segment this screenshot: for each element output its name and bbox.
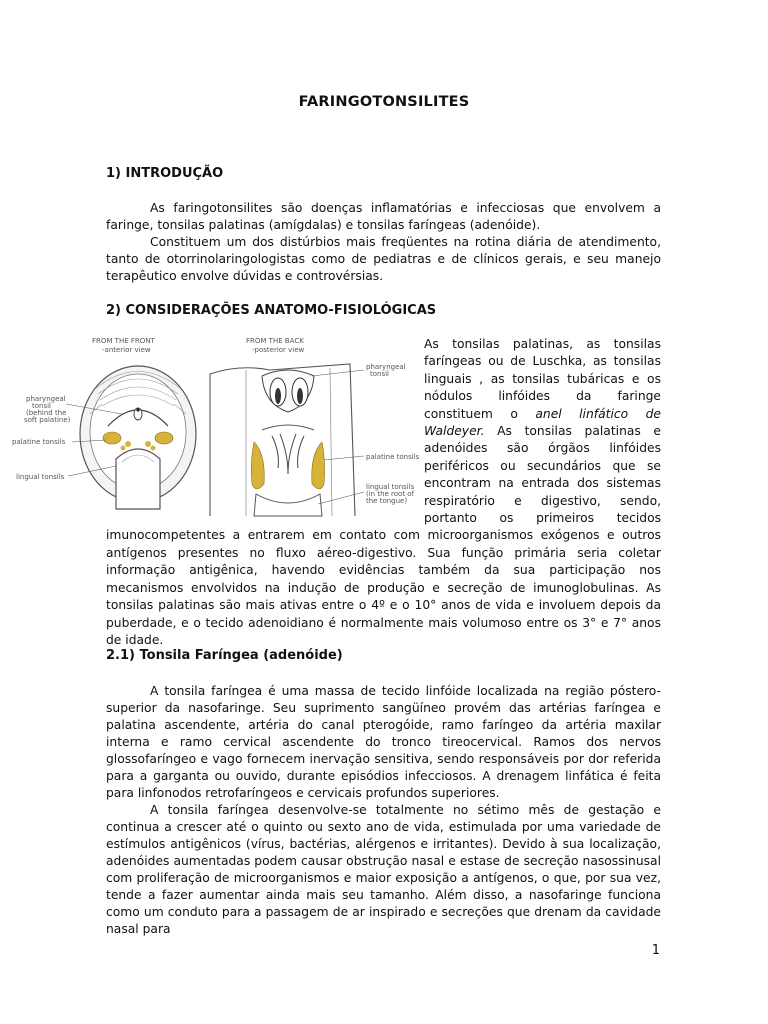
front-view-drawing bbox=[66, 366, 196, 509]
back-view-title: FROM THE BACK bbox=[246, 337, 304, 345]
section-heading-intro: 1) INTRODUÇÃO bbox=[106, 166, 224, 181]
label-pharyngeal-front-1: pharyngeal bbox=[26, 395, 66, 403]
adenoid-paragraph-2: A tonsila faríngea desenvolve-se totalmente no sétimo mês de gestação e continua a crescer até o quinto ou sexto ano de vida, estimulada por uma variedade de estímulos antigênicos (vírus, bactérias, alérgenos e irritantes). Devido à sua localização, adenóides aumentadas podem causar obstrução nasal e estase de secreção nasossinusal com proliferação de microorganismos e maior exposição a antígenos, o que, por sua vez, tende a fazer aumentar ainda mais seu tamanho. Além disso, a nasofaringe funciona como um conduto para a passagem de ar inspirado e secreções que drenam da cavidade nasal para bbox=[106, 803, 661, 936]
intro-paragraph-2: Constituem um dos distúrbios mais freqüentes na rotina diária de atendimento, tanto de otorrinolaringologistas como de pediatras e de clínicos gerais, e seu manejo terapêutico envolve dúvidas e controvérsias. bbox=[106, 235, 661, 283]
back-view-drawing bbox=[210, 364, 364, 516]
front-palatine-tonsil-left bbox=[103, 432, 121, 444]
tonsil-anatomy-figure bbox=[10, 334, 420, 524]
label-lingual-back-1: lingual tonsils bbox=[366, 483, 415, 491]
front-palatine-tonsil-right bbox=[155, 432, 173, 444]
label-pharyngeal-front-2: tonsil bbox=[32, 402, 52, 410]
label-pharyngeal-back-2: tonsil bbox=[370, 370, 390, 378]
page-number: 1 bbox=[651, 943, 660, 958]
back-palatine-tonsil-right bbox=[312, 442, 325, 489]
intro-paragraph-1: As faringotonsilites são doenças inflamatórias e infecciosas que envolvem a faringe, tonsilas palatinas (amígdalas) e tonsilas faríngeas (adenóide). bbox=[106, 201, 661, 232]
front-view-title: FROM THE FRONT bbox=[92, 337, 155, 345]
adenoid-paragraph-1: A tonsila faríngea é uma massa de tecido linfóide localizada na região póstero-superior da nasofaringe. Seu suprimento sangüíneo provém das artérias faríngea e palatina ascendente, artéria do canal pterogóide, ramo faríngeo da artéria maxilar interna e ramo cervical ascendente do tronco tireocervical. Ramos dos nervos glossofaríngeo e vago fornecem inervação sensitiva, sendo responsáveis por dor referida para a garganta ou ouvido, durante episódios infecciosos. A drenagem linfática é feita para linfonodos retrofaríngeos e cervicais profundos superiores. bbox=[106, 684, 661, 800]
label-pharyngeal-back-1: pharyngeal bbox=[366, 363, 406, 371]
label-pharyngeal-front-4: soft palatine) bbox=[24, 416, 71, 424]
label-pharyngeal-front-3: (behind the bbox=[26, 409, 67, 417]
intro-text bbox=[106, 200, 661, 285]
front-view-subtitle: -anterior view bbox=[102, 346, 151, 354]
anatomy-text-a: As tonsilas palatinas, as tonsilas faríngeas ou de Luschka, as tonsilas linguais , as tonsilas tubáricas e os nódulos linfóides da faringe constituem o bbox=[424, 337, 661, 421]
label-lingual-back-3: the tongue) bbox=[366, 497, 408, 505]
tonsil-illustration bbox=[10, 334, 420, 524]
anatomy-text-b: As tonsilas palatinas e adenóides são órgãos linfóides periféricos ou secundários que se encontram na entrada dos sistemas respiratório e digestivo, sendo, portanto os primeiros tecidos imunocompetentes a entrarem em contato com microorganismos exógenos e outros antígenos presentes no fluxo aéreo-digestivo. Sua função primária seria coletar informação antigênica, havendo evidências também da sua participação nos mecanismos envolvidos na indução de produção e secreção de imunoglobulinas. As tonsilas palatinas são mais ativas entre o 4º e o 10° anos de vida e involuem depois da puberdade, e o tecido adenoidiano é normalmente mais volumoso entre os 3° e 7° anos de idade. bbox=[106, 424, 661, 647]
label-palatine-back: palatine tonsils bbox=[366, 453, 420, 461]
anatomy-text-emphasis: anel linfático de Waldeyer. bbox=[424, 406, 661, 439]
label-lingual-back-2: (in the root of bbox=[366, 490, 415, 498]
page-title: FARINGOTONSILITES bbox=[298, 94, 470, 110]
back-view-subtitle: -posterior view bbox=[252, 346, 305, 354]
adenoid-text bbox=[106, 683, 661, 938]
subsection-heading-adenoid: 2.1) Tonsila Faríngea (adenóide) bbox=[106, 648, 343, 663]
label-lingual-front: lingual tonsils bbox=[16, 473, 65, 481]
label-palatine-front: palatine tonsils bbox=[12, 438, 66, 446]
back-palatine-tonsil-left bbox=[251, 442, 264, 489]
section-heading-anatomy: 2) CONSIDERAÇÕES ANATOMO-FISIOLÓGICAS bbox=[106, 303, 437, 318]
